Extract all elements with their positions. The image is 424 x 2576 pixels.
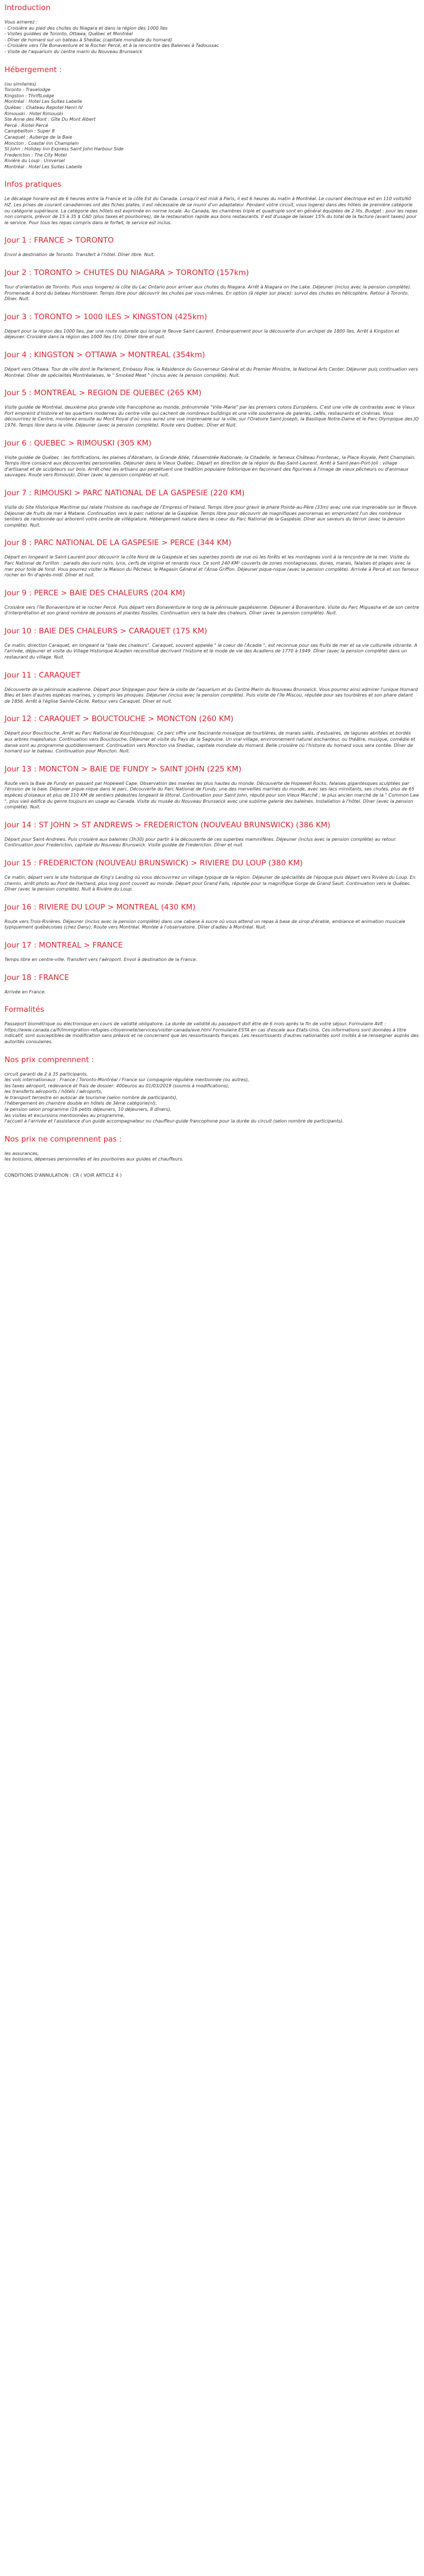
prix-ne-comprend-title: Nos prix ne comprennent pas :	[4, 1134, 122, 1144]
day-description: Départ pour Saint-Andrews. Puis croisière aux baleines (3h30) pour partir à la découverte de ces superbes mammifères. Déjeuner (inclus avec la pension complète) au retour. Continuation pour Fredericton, capitale du Nouveau Brunswick. Visite guidée de Fredericton. Dîner et nuit.	[4, 836, 397, 848]
day-description: Envol à destination de Toronto. Transfert à l'hôtel. Dîner libre. Nuit.	[4, 252, 155, 258]
day-description: Arrivée en France.	[4, 989, 46, 995]
day-description: Départ vers Ottawa. Tour de ville dont le Parlement, Embassy Row, la Résidence du Gouverneur Général et du Premier Ministre, le National Arts Center. Déjeuner puis continuation vers Montréal. Dîner de spécialités Montréalaises, le " Smoked Meat " (inclus avec la pension complète). Nuit.	[4, 367, 418, 378]
day-description: Ce matin, direction Caraquet, en longeant la "baie des chaleurs". Caraquet, souvent appelée " le coeur de l'Acadie ", est reconnue pour ses fruits de mer et sa vie culturelle vibrante. A l'arrivée, déjeuner et visite du Village Historique Acadien reconstitué decrivant l'histoire et le mode de vie des Acadiens de 1770 à 1949. Dîner (avec la pension complète) dans un restaurant du village. Nuit.	[4, 642, 417, 660]
day-title: Jour 14 : ST JOHN > ST ANDREWS > FREDERICTON (NOUVEAU BRUNSWICK) (386 KM)	[4, 820, 331, 830]
hotel-line: Campbellton : Super 8	[4, 129, 55, 134]
day-title: Jour 8 : PARC NATIONAL DE LA GASPESIE > PERCE (344 KM)	[4, 538, 232, 548]
day-17	[4, 941, 420, 963]
formalites-title: Formalités	[4, 1005, 44, 1015]
day-description: Découverte de la péninsule acadienne. Départ pour Shippagan pour faire la visite de l'aquarium et du Centre Marin du Nouveau Brunswick. Vous pourrez ainsi admirer l'unique Homard Bleu et bien d'autres espèces marines, y compris les phoques. Déjeuner (inclus avec la pension complète). Puis visite de l'île Miscou, réputée pour ses tourbières et son phare datant de 1856. Arrêt à l'église Sainte-Cécile. Retour vers Caraquet. Dîner et nuit.	[4, 686, 418, 704]
hotel-line: Rivière du Loup : Universel	[4, 158, 65, 164]
day-18	[4, 973, 420, 996]
day-6	[4, 439, 420, 479]
day-15	[4, 859, 420, 893]
day-14	[4, 821, 420, 849]
day-7	[4, 489, 420, 528]
prix-comprend-item: le transport terrestre en autocar de tourisme (selon nombre de participants),	[4, 1095, 178, 1100]
hotel-line: (ou similaires)	[4, 81, 36, 87]
day-description: Visite guidée de Québec : les fortifications, les plaines d'Abraham, la Grande Allée, l'Assemblée Nationale, la Citadelle, le fameux Château Frontenac, la Place Royale, Petit Champlain. Temps libre consacré aux découvertes personnelles. Déjeuner dans le Vieux Québec. Départ en direction de la région du Bas-Saint-Laurent. Arrêt à Saint-Jean-Port-Joli : village d'artisanat et de sculpteurs sur bois. Arrêt chez les artisans qui perpétuent une tradition populaire folklorique en façonnant des figurines à l'image de vieux pêcheurs ou d'animaux sauvages. Route vers Rimouski. Dîner (avec la pension complète) et nuit.	[4, 454, 416, 478]
introduction-line: - Dîner de homard sur un bateau à Shediac (capitale mondiale du homard)	[4, 37, 172, 42]
day-3	[4, 312, 420, 340]
day-title: Jour 17 : MONTREAL > FRANCE	[4, 940, 123, 950]
prix-comprend-item: circuit garanti de 2 à 35 participants,	[4, 1071, 88, 1077]
prix-comprend-item: les transferts aéroports / hôtels / aéroports,	[4, 1089, 102, 1095]
day-title: Jour 10 : BAIE DES CHALEURS > CARAQUET (175 KM)	[4, 626, 208, 636]
prix-comprend-section	[4, 1055, 420, 1125]
day-title: Jour 3 : TORONTO > 1000 ILES > KINGSTON (425km)	[4, 312, 208, 321]
hotel-line: Moncton : Coastal Inn Champlain	[4, 140, 79, 146]
day-10	[4, 627, 420, 661]
day-13	[4, 765, 420, 811]
prix-ne-comprend-item: les boissons, dépenses personnelles et les pourboires aux guides et chauffeurs.	[4, 1157, 184, 1162]
day-title: Jour 11 : CARAQUET	[4, 670, 81, 680]
day-9	[4, 589, 420, 617]
prix-comprend-item: l'hébergement en chambre double en hôtels de 3ème catégorie(nl),	[4, 1101, 157, 1106]
prix-comprend-item: les vols internationaux : France / Toronto-Montréal / France sur compagnie régulière mentionnée (ou autres),	[4, 1077, 249, 1083]
day-description: Visite du Site Historique Maritime qui relate l'histoire du naufrage de l'Empress of Ireland. Temps libre pour gravir le phare Pointe-au-Père (33m) avec une vue imprenable sur le fleuve. Déjeuner de fruits de mer à Matane. Continuation vers le parc national de la Gaspésie. Temps libre pour découvrir de magnifiques panoramas en empruntant l'un des nombreux sentiers de randonnée qui arborent votre centre de villégiature. Hébergement nature dans le coeur du Parc National de la Gaspésie. Dîner aux saveurs du terroir (avec la pension complète). Nuit.	[4, 504, 418, 528]
hotel-line: Fredericton : The City Motel	[4, 152, 67, 158]
day-title: Jour 5 : MONTREAL > REGION DE QUEBEC (265 KM)	[4, 389, 202, 398]
prix-comprend-item: l'accueil à l'arrivée et l'assistance d'un guide accompagnateur ou chauffeur-guide francophone pour la durée du circuit (selon nombre de participants).	[4, 1119, 344, 1124]
hebergement-list	[4, 82, 420, 171]
prix-comprend-item: les visites et excursions mentionnées au programme,	[4, 1112, 125, 1118]
introduction-title: Introduction	[4, 3, 51, 12]
formalites-section	[4, 1005, 420, 1045]
hotel-line: Toronto : Travelodge	[4, 87, 51, 93]
day-4	[4, 351, 420, 378]
day-title: Jour 2 : TORONTO > CHUTES DU NIAGARA > TORONTO (157km)	[4, 268, 249, 278]
day-title: Jour 16 : RIVIERE DU LOUP > MONTREAL (430 KM)	[4, 902, 196, 912]
hotel-line: Ste Anne des Mont : Gîte Du Mont Albert	[4, 117, 96, 122]
prix-comprend-list	[4, 1072, 420, 1125]
day-12	[4, 714, 420, 754]
day-title: Jour 4 : KINGSTON > OTTAWA > MONTREAL (354km)	[4, 351, 205, 359]
hotel-line: Montréal : Hotel Les Suites Labelle	[4, 164, 82, 169]
formalites-paragraph: Passeport biométrique ou électronique en cours de validité obligatoire. La durée de validité du passeport doit être de 6 mois après la fin de votre séjour. Formulaire AVE : https://www.canada.ca/fr/immigration-refugies-citoyennete/services/visiter-canada/ave.html Formulaire ESTA en cas d'escale aux Etats-Unis. Ces informations sont données à titre indicatif, sont susceptibles de modification sans préavis et ne concernent que les ressortissants français. Les ressortissants d'autres nationalités sont invités à se renseigner auprès des autorités consulaires.	[4, 1021, 419, 1044]
cancellation-conditions: CONDITIONS D'ANNULATION : CR ( VOIR ARTICLE 4 )	[4, 1173, 122, 1178]
infos-section	[4, 180, 420, 226]
day-description: Ce matin, départ vers le site historique de King's Landing où vous découvrirez un village typique de la région. Déjeuner de spécialités de l'époque puis départ vers Rivière du Loup. En chemin, arrêt photo au Pont de Hartland, plus long pont couvert au monde. Départ pour Grand Falls, réputée pour la magnifique Gorge de Grand Sault. Continuation vers le Québec. Dîner (avec la pension complète). Nuit à Rivière du Loup.	[4, 874, 416, 892]
day-description: Croisière vers l'île Bonaventure et le rocher Percé. Puis départ vers Bonaventure le long de la péninsule gaspésienne. Déjeuner à Bonaventure. Visite du Parc Miguasha et de son centre d'interprétation et son grand nombre de poissons et plantes fossiles. Continuation vers la baie des chaleurs. Dîner (avec la pension complète). Nuit.	[4, 604, 420, 616]
day-8	[4, 538, 420, 578]
day-description: Visite guidée de Montréal, deuxième plus grande ville francophone au monde, prénommée "Ville-Marie" par les premiers colons Européens. C'est une ville de contrastes avec le Vieux Port empreint d'histoire et les quartiers modernes du centre-ville qui cachent de nombreux buildings et une ville souterraine de galeries, cafés, restaurants et cinémas. Vous découvrirez le Centre, monterez ensuite au Mont Royal d'où vous aurez une vue imprenable sur la ville, sur l'Oratoire Saint-Joseph, la Basilique Notre-Dame et le Parc Olympique des JO 1976. Temps libre dans la ville. Déjeuner (avec la pension complète). Route vers Québec. Dîner et Nuit.	[4, 405, 419, 428]
introduction-line: - Croisière au pied des chutes du Niagara et dans la région des 1000 îles	[4, 25, 168, 31]
infos-paragraph: Le décalage horaire est de 6 heures entre la France et la côte Est du Canada. Lorsqu'il est midi à Paris, il est 6 heures du matin à Montréal. Le courant électrique est en 110 volts/60 HZ. Les prises de courant canadiennes ont des fiches plates, il est nécessaire de se munir d'un adaptateur. Pendant votre circuit, vous logerez dans des hôtels de première catégorie ou catégorie supérieure. La catégorie des hôtels est exprimée en norme locale. Au Canada, les chambres triple et quadruple sont en général équipées de 2 lits. Budget : pour les repas non compris, prévoir de 15 à 35 $ CAD (plus taxes et pourboires), de la restauration rapide aux bons restaurants. Il est d'usage de laisser 15% du total de la facture (avant taxes) pour le service. Pour tous les repas compris dans le forfait, le service est inclus.	[4, 196, 418, 225]
day-16	[4, 903, 420, 931]
hotel-line: Rimouski : Hotel Rimouski	[4, 111, 63, 116]
prix-comprend-title: Nos prix comprennent :	[4, 1055, 95, 1064]
day-title: Jour 1 : FRANCE > TORONTO	[4, 236, 114, 245]
infos-title: Infos pratiques	[4, 180, 62, 190]
introduction-line: - Visites guidées de Toronto, Ottawa, Québec et Montréal	[4, 31, 133, 37]
day-description: Route vers la Baie de Fundy en passant par Hopewell Cape. Observation des marées les plus hautes du monde. Découverte de Hopewell Rocks, falaises gigantesques sculptées par l'érosion de la baie. Déjeuner pique-nique dans le parc. Découverte du Parc National de Fundy, une des merveilles marines du monde, avec ses lacs miroitants, ses chutes, plus de 65 espèces d'oiseaux et plus de 110 KM de sentiers pédestres longeant le littoral. Continuation pour Saint John, réputé pour son Vieux Marché ; le plus ancien marché de la " Common Law ", plus vieil édifice du genre toujours en usage au Canada. Visite du musée du Nouveau Brunswick avec une sublime galerie des baleines. Installation à l'hôtel. Dîner (avec la pension complète). Nuit.	[4, 780, 420, 810]
day-title: Jour 12 : CARAQUET > BOUCTOUCHE > MONCTON (260 KM)	[4, 714, 234, 724]
day-title: Jour 15 : FREDERICTON (NOUVEAU BRUNSWICK) > RIVIERE DU LOUP (380 KM)	[4, 858, 303, 868]
hotel-line: Québec : Chateau Repotel Henri IV	[4, 105, 83, 110]
day-title: Jour 13 : MONCTON > BAIE DE FUNDY > SAINT JOHN (225 KM)	[4, 764, 242, 774]
prix-comprend-item: les taxes aéroport, redevance et frais de dossier: 400euros au 01/03/2019 (soumis à modifications),	[4, 1083, 229, 1088]
day-title: Jour 18 : FRANCE	[4, 973, 69, 982]
day-description: Route vers Trois-Rivières. Déjeuner (inclus avec la pension complète) dans une cabane à sucre où vous attend un repas à base de sirop d'érable, ambiance et animation musicale typiquement québécoises (chez Dany). Route vers Montréal. Montée à l'observatoire. Dîner d'adieu à Montréal. Nuit.	[4, 918, 406, 930]
day-2	[4, 268, 420, 302]
day-title: Jour 9 : PERCE > BAIE DES CHALEURS (204 KM)	[4, 588, 185, 598]
day-description: Départ en longeant le Saint-Laurent pour découvrir la côte Nord de la Gaspésie et ses superbes points de vue où les forêts et les montagnes vont à la rencontre de la mer. Visite du Parc National de Forillon : paradis des ours noirs, lynx, cerfs de virginie et renards roux. Ce sont 240 KM² couverts de zones montagneuses, dunes, marais, falaises et plages avec la mer pour toile de fond. Vous pourrez visiter la Maison du Pêcheur, le Magasin Général et l'Anse Griffon. Déjeuner pique-nique (avec la pension complète). Arrivée à Percé et son fameux rocher en fin d'après-midi. Dîner et nuit.	[4, 555, 419, 578]
hebergement-title: Hébergement :	[4, 65, 62, 74]
prix-ne-comprend-list	[4, 1151, 420, 1163]
hotel-line: Caraquet : Auberge de la Baie	[4, 134, 72, 140]
day-description: Tour d'orientation de Toronto. Puis vous longerez la côte du Lac Ontario pour arriver aux chutes du Niagara. Arrêt à Niagara on the Lake. Déjeuner (inclus avec la pension complète). Promenade à bord du bateau Hornblower. Temps libre pour découvrir les chutes par vous-mêmes. En option (à régler sur place): survol des chutes en hélicoptère. Retour à Toronto. Dîner. Nuit.	[4, 285, 412, 302]
introduction-section	[4, 3, 420, 55]
day-description: Départ pour la région des 1000 îles, par une route naturelle qui longe le fleuve Saint-Laurent. Embarquement pour la découverte d'un archipel de 1800 îles. Arrêt à Kingston et déjeuner. Croisière dans la région des 1000 îles (1h). Dîner libre et nuit.	[4, 328, 399, 340]
day-title: Jour 6 : QUEBEC > RIMOUSKI (305 KM)	[4, 438, 152, 448]
introduction-line: - Croisière vers l'île Bonaventure et le Rocher Percé, et à la rencontre des Baleines à Tadoussac	[4, 43, 219, 49]
introduction-line: - Visite de l'aquarium du centre marin du Nouveau Brunswick	[4, 49, 143, 54]
day-title: Jour 7 : RIMOUSKI > PARC NATIONAL DE LA GASPESIE (220 KM)	[4, 488, 245, 498]
day-description: Temps libre en centre-ville. Transfert vers l'aéroport. Envol à destination de la France.	[4, 956, 197, 962]
introduction-line: Vous aimerez :	[4, 20, 38, 25]
day-1	[4, 236, 420, 258]
day-5	[4, 389, 420, 428]
page	[0, 0, 424, 1179]
hotel-line: St John : Holiday Inn Express Saint John Harbour Side	[4, 146, 124, 152]
hotel-line: Montréal : Hotel Les Suites Labelle	[4, 99, 82, 105]
prix-ne-comprend-section	[4, 1135, 420, 1163]
prix-ne-comprend-item: les assurances,	[4, 1150, 39, 1156]
hotel-line: Kingston : ThriftLodge	[4, 93, 54, 98]
hotel-line: Percé : Riotel Percé	[4, 122, 48, 128]
day-description: Départ pour Bouctouche. Arrêt au Parc National de Kouchibouguac. Ce parc offre une fascinante mosaïque de tourbières, de marais salés, d'estuaires, de lagunes abritées et bordés aux arbres majestueux. Continuation vers Bouctouche. Déjeuner et visite du Pays de la Sagouine. Un vrai village, environnement naturel enchanteur, ou théâtre, musique, comédie et danse sont au programme quotidiennement. Continuation vers Moncton via Shediac, capitale mondiale du Homard. Belle croisière où l'histoire du homard vous sera contée. Dîner de homard sur le bateau. Continuation pour Moncton. Nuit.	[4, 731, 416, 754]
prix-comprend-item: la pension selon programme (16 petits déjeuners, 10 déjeuners, 8 dîners),	[4, 1107, 172, 1112]
introduction-list	[4, 20, 420, 55]
hebergement-section	[4, 65, 420, 171]
day-11	[4, 671, 420, 705]
